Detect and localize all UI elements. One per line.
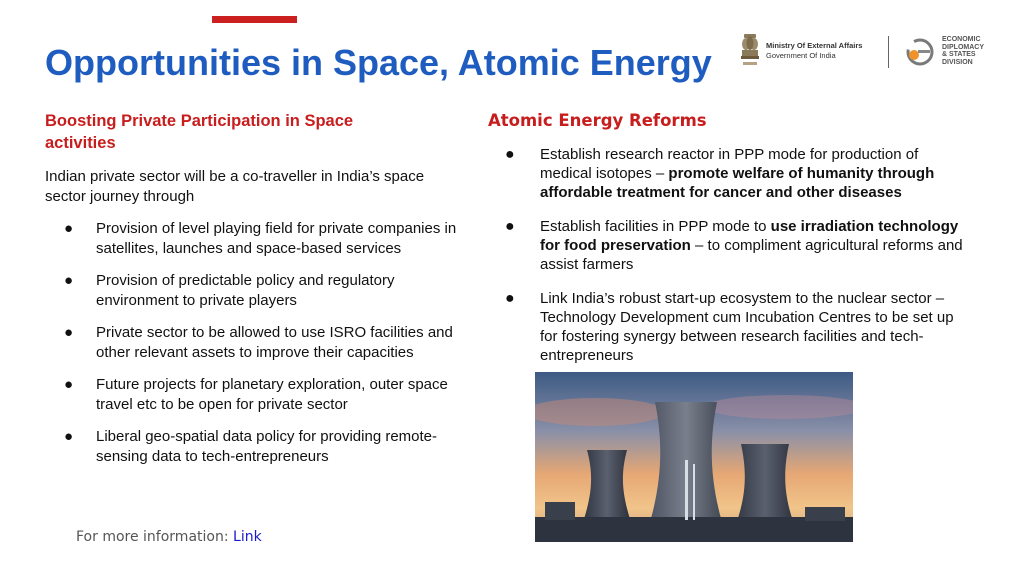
footer-info (76, 529, 262, 545)
bullet-icon: ● (64, 376, 74, 393)
mea-logo-text (766, 41, 862, 61)
page-title: Opportunities in Space, Atomic Energy (45, 42, 712, 83)
bullet-icon: ● (505, 146, 515, 163)
space-section-intro: Indian private sector will be a co-traveller in India’s space sector journey through (45, 168, 425, 205)
list-item-text: Future projects for planetary exploration, outer space travel etc to be open for private sector (96, 376, 448, 413)
list-item-text: Establish research reactor in PPP mode for production of medical isotopes – (540, 146, 919, 182)
list-item-text: Liberal geo-spatial data policy for providing remote-sensing data to tech-entrepreneurs (96, 428, 438, 465)
mea-line1: Ministry Of External Affairs (766, 41, 863, 50)
list-item-text: – to compliment agricultural reforms and assist farmers (540, 237, 963, 273)
space-section-heading: Boosting Private Participation in Space activities (45, 112, 354, 152)
atomic-section-heading: Atomic Energy Reforms (488, 111, 707, 130)
ed-line4: DIVISION (942, 58, 973, 66)
list-item (60, 271, 475, 310)
ed-line1: ECONOMIC (942, 36, 981, 43)
list-item-text: Establish facilities in PPP mode to (540, 218, 771, 235)
bullet-icon: ● (505, 218, 515, 235)
atomic-bullet-list (505, 145, 965, 380)
list-item (505, 217, 965, 274)
list-item-text: Private sector to be allowed to use ISRO facilities and other relevant assets to improve their capacities (96, 324, 453, 361)
ed-logo-text (942, 36, 984, 66)
list-item (505, 145, 965, 202)
cooling-towers-photo (535, 372, 853, 542)
space-bullet-list (60, 219, 475, 479)
logo-group (738, 32, 998, 74)
more-info-link[interactable]: Link (233, 529, 262, 545)
list-item (60, 427, 475, 466)
logo-divider (888, 36, 889, 68)
list-item-text: Provision of level playing field for private companies in satellites, launches and space-based services (96, 220, 457, 257)
bullet-icon: ● (505, 290, 515, 307)
bullet-icon: ● (64, 272, 74, 289)
list-item (60, 219, 475, 258)
bullet-icon: ● (64, 428, 74, 445)
ed-line2: DIPLOMACY (942, 43, 984, 51)
list-item-text: Provision of predictable policy and regulatory environment to private players (96, 272, 395, 309)
accent-bar (212, 16, 297, 23)
list-item-bold-text: use irradiation technology for food preservation (540, 218, 959, 254)
list-item (60, 323, 475, 362)
list-item (60, 375, 475, 414)
bullet-icon: ● (64, 324, 74, 341)
national-emblem-icon (738, 32, 762, 72)
bullet-icon: ● (64, 220, 74, 237)
list-item-bold-text: promote welfare of humanity through affordable treatment for cancer and other diseases (540, 165, 935, 201)
economic-diplomacy-logo-icon (904, 36, 936, 68)
ed-line3: & STATES (942, 51, 976, 59)
list-item (505, 289, 965, 365)
list-item-text: Link India’s robust start-up ecosystem to the nuclear sector – Technology Development cum Incubation Centres to be set up for fostering synergy between research facilities and tech-entrepreneurs (540, 290, 954, 364)
footer-label: For more information: (76, 529, 234, 545)
mea-line2: Government Of India (766, 51, 836, 60)
